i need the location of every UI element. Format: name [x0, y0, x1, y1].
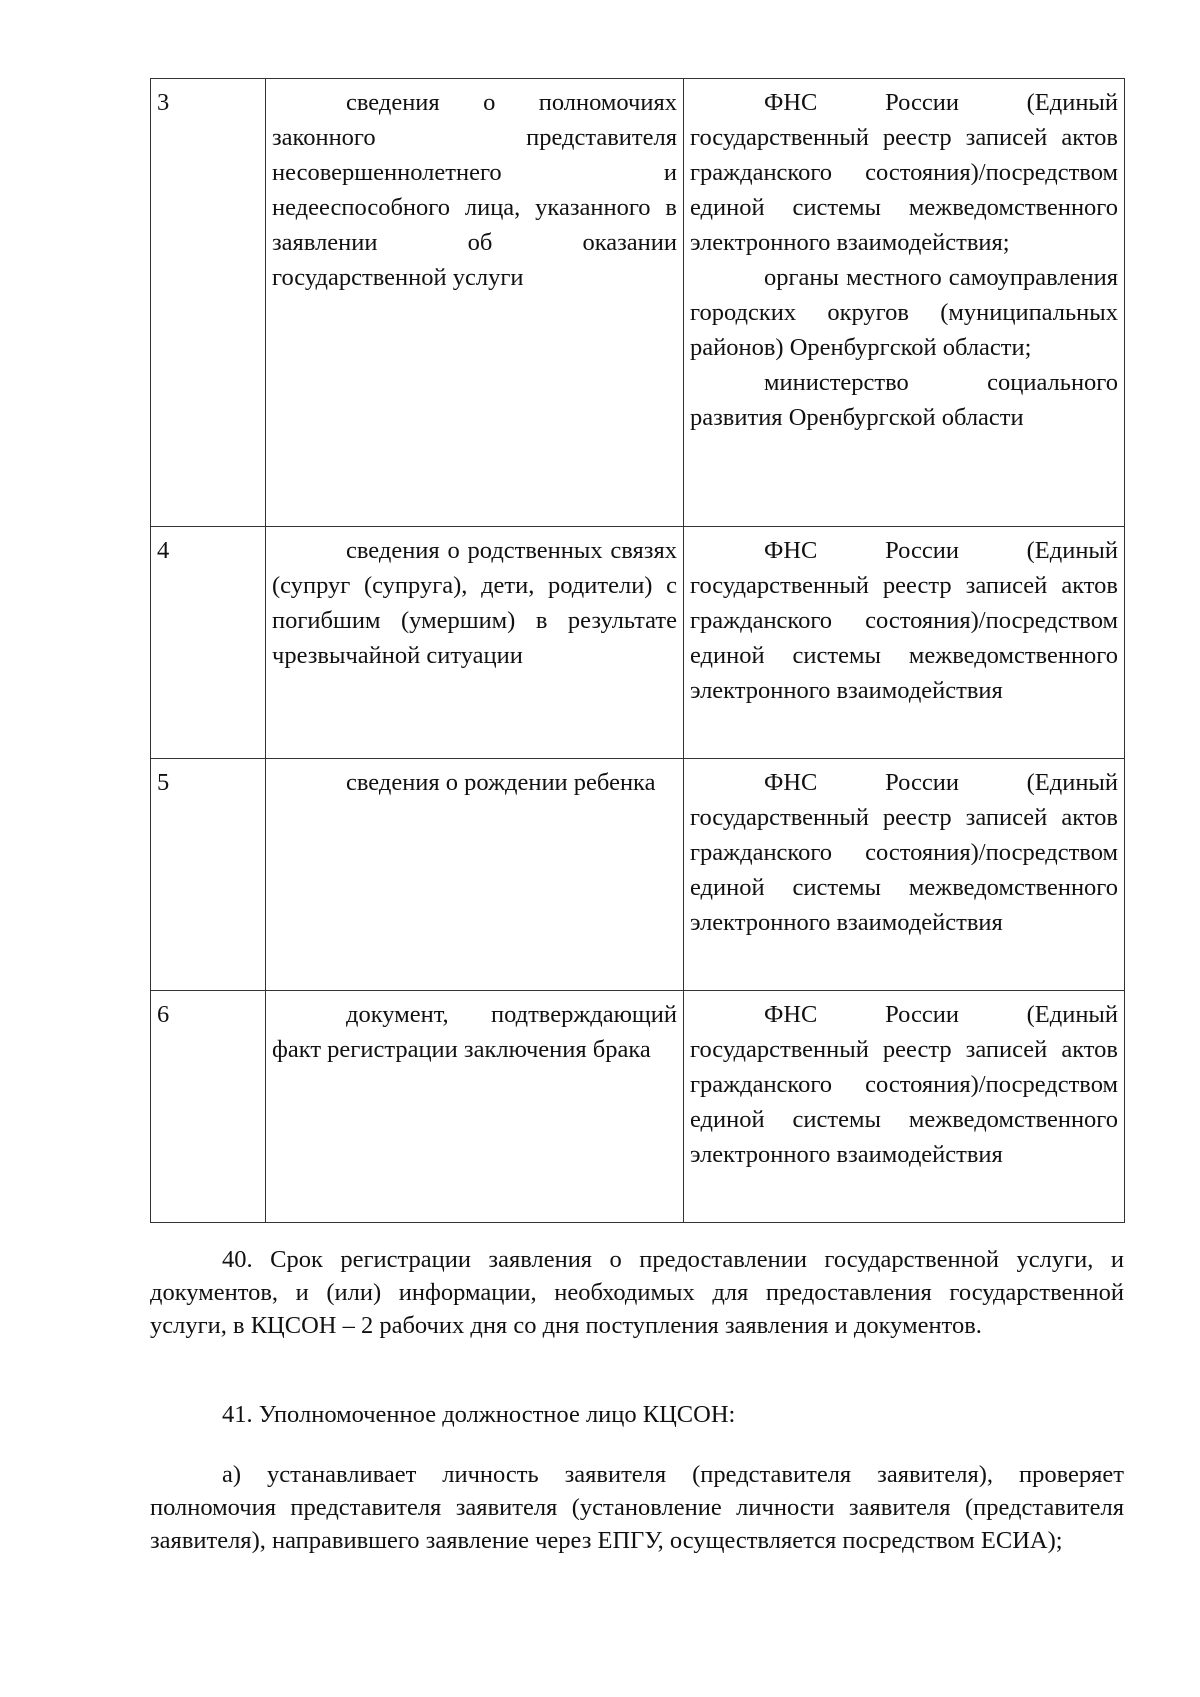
table-row [151, 991, 1125, 1223]
paragraph-41a: а) устанавливает личность заявителя (представителя заявителя), проверяет полномочия представителя заявителя (установление личности заявителя (представителя заявителя), направившего заявление через ЕПГУ, осуществляется посредством ЕСИА); [150, 1461, 1124, 1554]
paragraph-40: 40. Срок регистрации заявления о предоставлении государственной услуги, и документов, и (или) информации, необходимых для предоставления государственной услуги, в КЦСОН – 2 рабочих дня со дня поступления заявления и документов. [150, 1246, 1124, 1339]
source-cell [684, 991, 1125, 1223]
row-number: 4 [151, 527, 266, 759]
table-row [151, 79, 1125, 527]
document-description: сведения о родственных связях (супруг (супруга), дети, родители) с погибшим (умершим) в результате чрезвычайной ситуации [272, 537, 677, 669]
document-cell [266, 527, 684, 759]
documents-table [150, 78, 1125, 1223]
source-text: ФНС России (Единый государственный реестр записей актов гражданского состояния)/посредством единой системы межведомственного электронного взаимодействия [690, 769, 1118, 936]
document-cell [266, 79, 684, 527]
source-text: ФНС России (Единый государственный реестр записей актов гражданского состояния)/посредством единой системы межведомственного электронного взаимодействия; [690, 89, 1118, 256]
document-description: сведения о полномочиях законного представителя несовершеннолетнего и недееспособного лица, указанного в заявлении об оказании государственной услуги [272, 89, 677, 291]
document-cell [266, 991, 684, 1223]
paragraph-41: 41. Уполномоченное должностное лицо КЦСОН: [222, 1401, 736, 1428]
source-text: ФНС России (Единый государственный реестр записей актов гражданского состояния)/посредством единой системы межведомственного электронного взаимодействия [690, 537, 1118, 704]
row-number: 3 [151, 79, 266, 527]
source-text: министерство социального развития Оренбургской области [690, 369, 1118, 431]
table-row [151, 527, 1125, 759]
source-text: ФНС России (Единый государственный реестр записей актов гражданского состояния)/посредством единой системы межведомственного электронного взаимодействия [690, 1001, 1118, 1168]
table-row [151, 759, 1125, 991]
row-number: 6 [151, 991, 266, 1223]
source-cell [684, 759, 1125, 991]
source-cell [684, 527, 1125, 759]
row-number: 5 [151, 759, 266, 991]
document-cell [266, 759, 684, 991]
source-cell [684, 79, 1125, 527]
document-description: документ, подтверждающий факт регистрации заключения брака [272, 1001, 677, 1063]
source-text: органы местного самоуправления городских округов (муниципальных районов) Оренбургской области; [690, 264, 1118, 361]
document-description: сведения о рождении ребенка [346, 769, 656, 796]
